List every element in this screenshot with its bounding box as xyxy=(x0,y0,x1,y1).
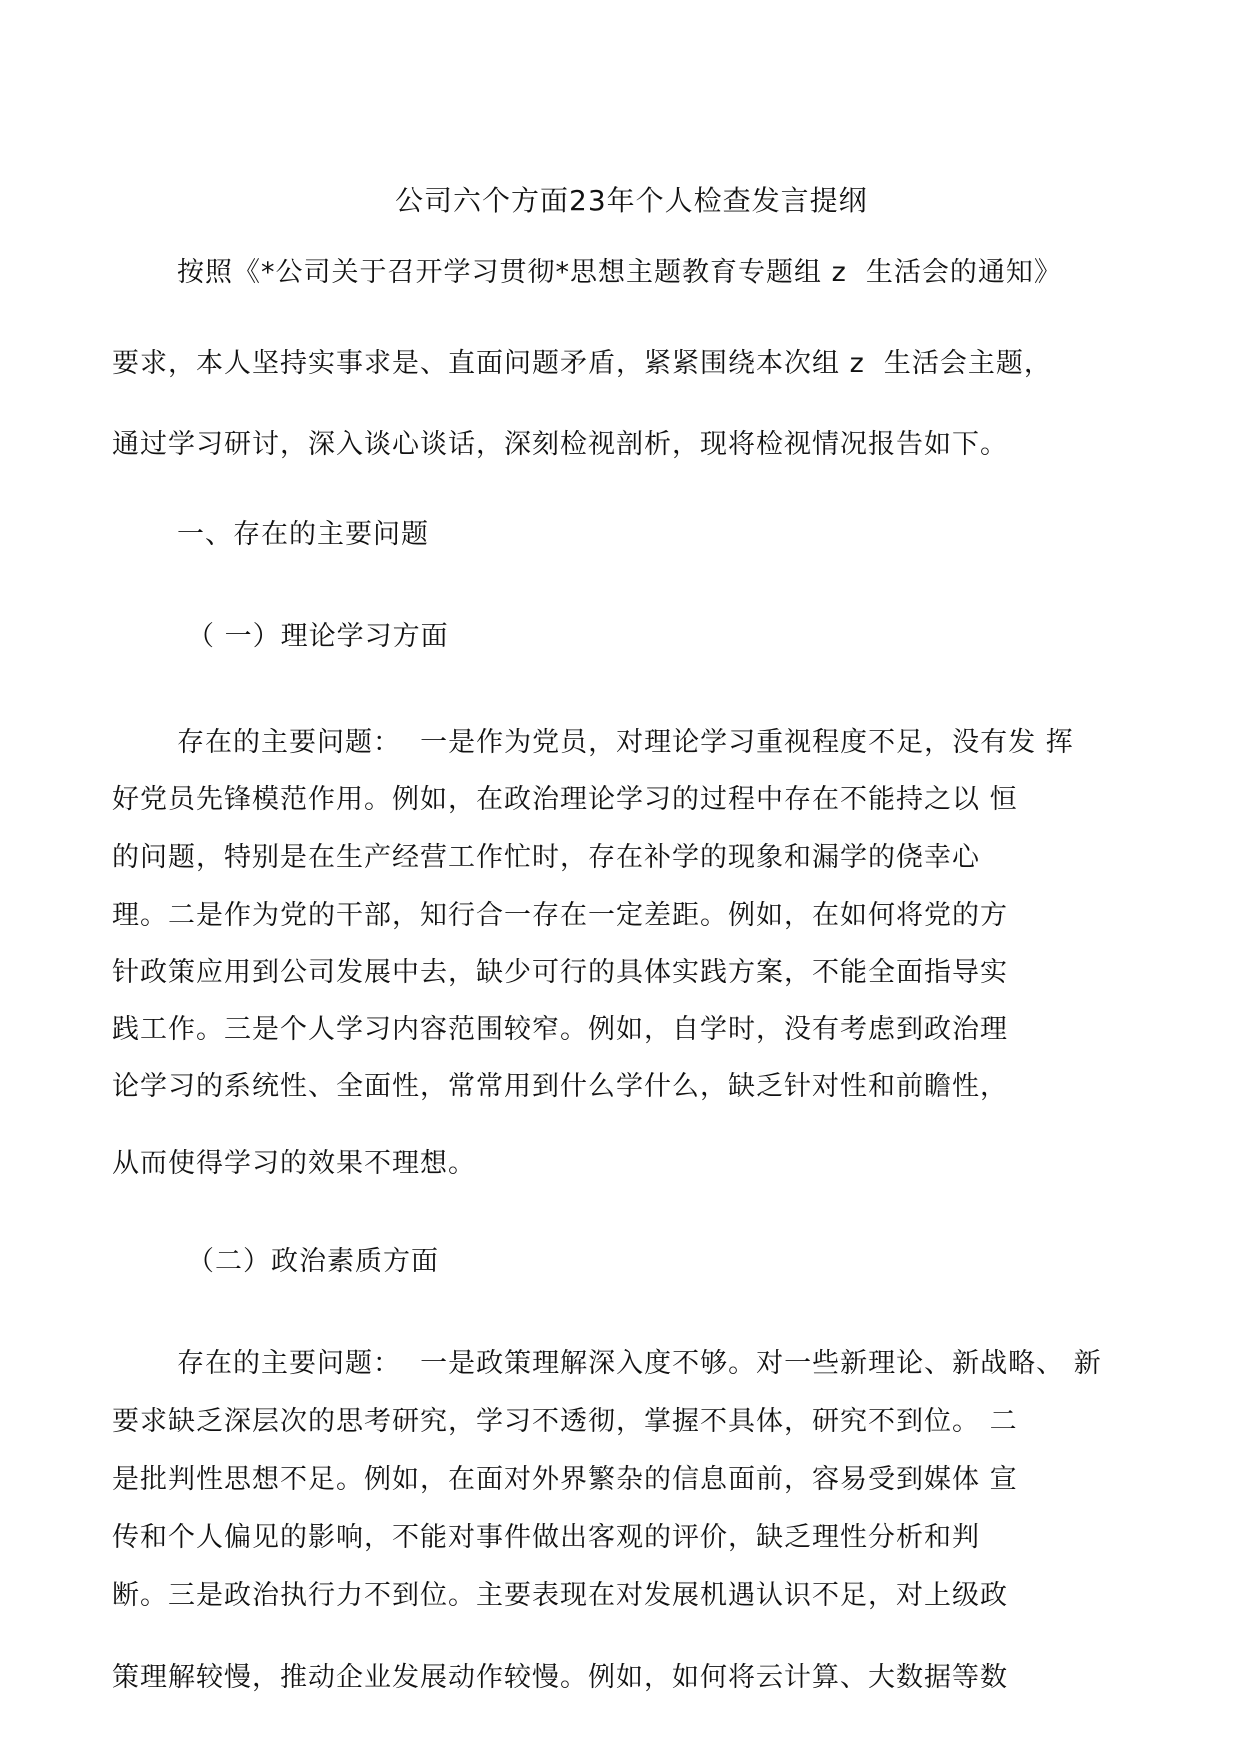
sub2-line-6: 策理解较慢，推动企业发展动作较慢。例如，如何将云计算、大数据等数 xyxy=(112,1662,1008,1693)
sub1-line-7: 论学习的系统性、全面性，常常用到什么学什么，缺乏针对性和前瞻性， xyxy=(112,1071,1008,1102)
subsection-heading-1: （ 一）理论学习方面 xyxy=(187,621,449,652)
document-title: 公司六个方面23年个人检查发言提纲 xyxy=(395,184,868,217)
sub2-line-4: 传和个人偏见的影响，不能对事件做出客观的评价，缺乏理性分析和判 xyxy=(112,1522,980,1553)
subsection-heading-2: （二）政治素质方面 xyxy=(187,1246,439,1277)
sub1-line-3: 的问题，特别是在生产经营工作忙时，存在补学的现象和漏学的侥幸心 xyxy=(112,842,980,873)
section-heading-1: 一、存在的主要问题 xyxy=(177,519,429,550)
sub2-line-1: 存在的主要问题： 一是政策理解深入度不够。对一些新理论、新战略、 新 xyxy=(177,1348,1102,1379)
sub1-line-5: 针政策应用到公司发展中去，缺少可行的具体实践方案，不能全面指导实 xyxy=(112,957,1008,988)
intro-line-2: 要求，本人坚持实事求是、直面问题矛盾，紧紧围绕本次组 z 生活会主题， xyxy=(112,348,1052,379)
intro-line-1: 按照《*公司关于召开学习贯彻*思想主题教育专题组 z 生活会的通知》 xyxy=(177,257,1062,288)
sub1-line-6: 践工作。三是个人学习内容范围较窄。例如，自学时，没有考虑到政治理 xyxy=(112,1014,1008,1045)
intro-line-3: 通过学习研讨，深入谈心谈话，深刻检视剖析，现将检视情况报告如下。 xyxy=(112,429,1008,460)
sub2-line-3: 是批判性思想不足。例如，在面对外界繁杂的信息面前，容易受到媒体 宣 xyxy=(112,1464,1018,1495)
sub1-line-8: 从而使得学习的效果不理想。 xyxy=(112,1148,476,1179)
sub1-line-4: 理。二是作为党的干部，知行合一存在一定差距。例如，在如何将党的方 xyxy=(112,900,1008,931)
sub1-line-1: 存在的主要问题： 一是作为党员，对理论学习重视程度不足，没有发 挥 xyxy=(177,727,1074,758)
sub2-line-2: 要求缺乏深层次的思考研究，学习不透彻，掌握不具体，研究不到位。 二 xyxy=(112,1406,1018,1437)
sub1-line-2: 好党员先锋模范作用。例如，在政治理论学习的过程中存在不能持之以 恒 xyxy=(112,784,1018,815)
sub2-line-5: 断。三是政治执行力不到位。主要表现在对发展机遇认识不足，对上级政 xyxy=(112,1580,1008,1611)
